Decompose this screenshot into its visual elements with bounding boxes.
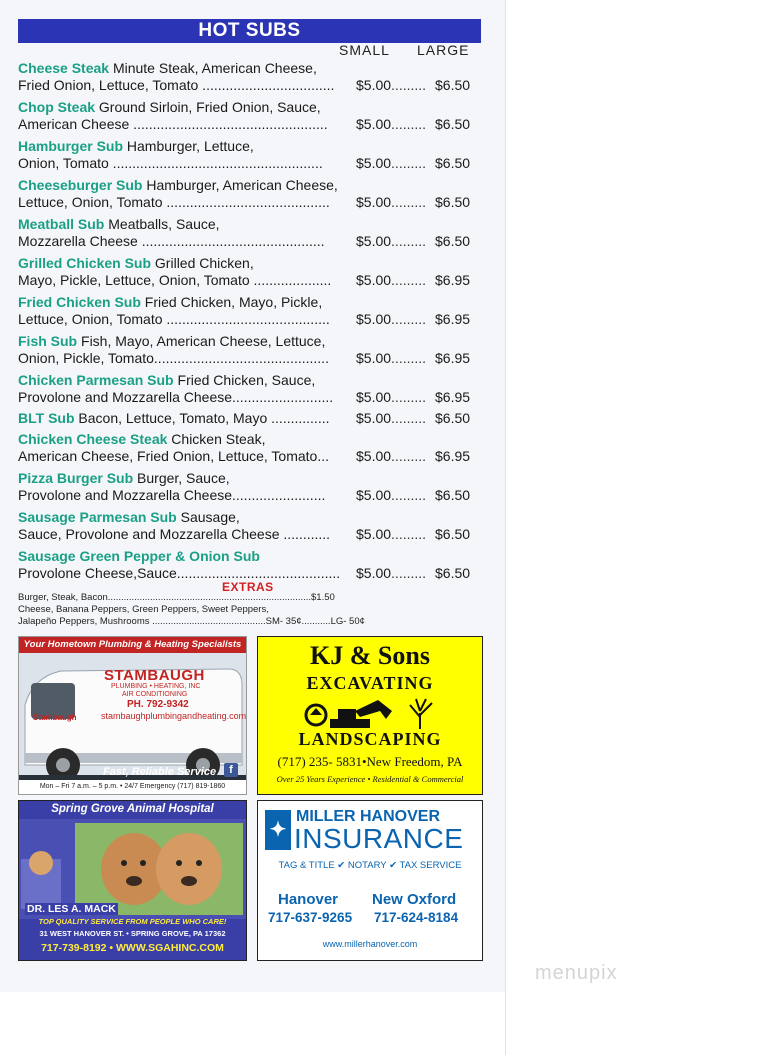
menu-item-title-line bbox=[18, 548, 488, 565]
menu-item-description-cont: Sauce, Provolone and Mozzarella Cheese ............ bbox=[18, 525, 331, 542]
large-price: $6.95 bbox=[435, 271, 471, 288]
small-price: $5.00......... bbox=[356, 76, 427, 93]
menu-item-price-line bbox=[18, 389, 488, 406]
menu-item bbox=[18, 509, 488, 542]
large-size-header: LARGE bbox=[417, 42, 470, 58]
menu-item-description: Grilled Chicken, bbox=[151, 255, 254, 271]
menu-item-description-cont: Provolone Cheese,Sauce.......................................... bbox=[18, 564, 341, 581]
small-price: $5.00......... bbox=[356, 115, 427, 132]
menu-item-title-line bbox=[18, 431, 488, 448]
menu-item-title-line bbox=[18, 333, 488, 350]
miller-city-hanover: Hanover bbox=[278, 891, 339, 908]
menu-item-description-cont: Lettuce, Onion, Tomato .......................................... bbox=[18, 193, 330, 210]
menu-item-price-line bbox=[18, 487, 488, 504]
menu-item-name: Meatball Sub bbox=[18, 216, 105, 232]
menu-item bbox=[18, 548, 488, 581]
miller-services: TAG & TITLE ✔ NOTARY ✔ TAX SERVICE bbox=[278, 860, 462, 871]
spring-grove-ad bbox=[18, 800, 247, 961]
extras-line: Jalapeño Peppers, Mushrooms ...........................................SM- 35¢...........LG- 50¢ bbox=[18, 616, 365, 627]
menu-item-name: Hamburger Sub bbox=[18, 138, 124, 154]
small-price: $5.00......... bbox=[356, 447, 427, 464]
stambaugh-url: stambaughplumbingandheating.com bbox=[101, 711, 247, 721]
small-price: $5.00......... bbox=[356, 310, 427, 327]
menu-item-title-line bbox=[18, 177, 488, 194]
menu-item-name: Fish Sub bbox=[18, 333, 78, 349]
menu-item-description: Sausage, bbox=[176, 509, 240, 525]
small-price: $5.00......... bbox=[356, 154, 427, 171]
kj-landscaping: LANDSCAPING bbox=[298, 729, 442, 749]
menu-item-description-cont: American Cheese, Fried Onion, Lettuce, Tomato... bbox=[18, 447, 330, 464]
large-price: $6.95 bbox=[435, 349, 471, 366]
menu-item-name: Chop Steak bbox=[18, 99, 96, 115]
large-price: $6.50 bbox=[435, 525, 471, 542]
menu-item-description: Hamburger, Lettuce, bbox=[123, 138, 254, 154]
menu-item-description-cont: Mayo, Pickle, Lettuce, Onion, Tomato .................... bbox=[18, 271, 332, 288]
menu-item bbox=[18, 177, 488, 210]
large-price: $6.50 bbox=[435, 486, 471, 503]
small-price: $5.00......... bbox=[356, 410, 427, 426]
menu-item-title-line bbox=[18, 99, 488, 116]
stambaugh-services-ac: AIR CONDITIONING bbox=[122, 691, 188, 698]
extras-line bbox=[18, 592, 335, 603]
extras-veg: Jalapeño Peppers, Mushrooms ........................................... bbox=[18, 616, 266, 627]
large-price: $6.50 bbox=[435, 154, 471, 171]
menu-item bbox=[18, 216, 488, 249]
stambaugh-hours: Mon – Fri 7 a.m. – 5 p.m. • 24/7 Emergency (717) 819-1860 bbox=[19, 780, 246, 794]
menu-item-description: Ground Sirloin, Fried Onion, Sauce, bbox=[95, 99, 321, 115]
large-price: $6.50 bbox=[435, 76, 471, 93]
section-title: HOT SUBS bbox=[18, 19, 481, 43]
menu-item-title-line bbox=[18, 372, 488, 389]
menu-item-price-line bbox=[18, 565, 488, 582]
menu-item-description: Fish, Mayo, American Cheese, Lettuce, bbox=[77, 333, 326, 349]
menu-item-price-line bbox=[18, 155, 488, 172]
large-price: $6.50 bbox=[435, 115, 471, 132]
small-price: $5.00......... bbox=[356, 232, 427, 249]
menu-item-description-cont: Onion, Pickle, Tomato............................................. bbox=[18, 349, 329, 366]
stambaugh-services: PLUMBING • HEATING, INC bbox=[111, 683, 201, 690]
menu-item bbox=[18, 294, 488, 327]
menu-item bbox=[18, 255, 488, 288]
menu-item bbox=[18, 333, 488, 366]
large-price: $6.50 bbox=[435, 410, 471, 426]
small-price: $5.00......... bbox=[356, 388, 427, 405]
menu-item-price-line bbox=[18, 526, 488, 543]
large-price: $6.95 bbox=[435, 388, 471, 405]
menu-item-price-line bbox=[18, 194, 488, 211]
kj-footer: Over 25 Years Experience • Residential & Commercial bbox=[276, 774, 464, 784]
large-price: $6.50 bbox=[435, 564, 471, 581]
menu-item-price-line bbox=[18, 311, 488, 328]
menu-item-name: Fried Chicken Sub bbox=[18, 294, 141, 310]
menu-item bbox=[18, 99, 488, 132]
small-price: $5.00......... bbox=[356, 193, 427, 210]
menu-item-price-line bbox=[18, 448, 488, 465]
stambaugh-ad bbox=[18, 636, 247, 795]
menu-item bbox=[18, 60, 488, 93]
stambaugh-banner: Your Hometown Plumbing & Heating Specialists bbox=[19, 637, 246, 653]
menu-item-price-line bbox=[18, 233, 488, 250]
menu-item-description-cont: Lettuce, Onion, Tomato .......................................... bbox=[18, 310, 330, 327]
extras-large-price: LG- 50¢ bbox=[330, 616, 365, 627]
menu-item-name: Cheese Steak bbox=[18, 60, 110, 76]
menu-item-price-line bbox=[18, 350, 488, 367]
kj-name: KJ & Sons bbox=[310, 641, 430, 670]
menu-item-price-line bbox=[18, 116, 488, 133]
small-price: $5.00......... bbox=[356, 486, 427, 503]
spring-grove-address: 31 WEST HANOVER ST. • SPRING GROVE, PA 17362 bbox=[39, 929, 226, 938]
extras-line: Cheese, Banana Peppers, Green Peppers, Sweet Peppers, bbox=[18, 604, 269, 615]
facebook-icon: f bbox=[224, 763, 238, 777]
spring-grove-tagline: TOP QUALITY SERVICE FROM PEOPLE WHO CARE! bbox=[38, 917, 227, 926]
menu-item-description: Hamburger, American Cheese, bbox=[142, 177, 338, 193]
menu-item-name: Grilled Chicken Sub bbox=[18, 255, 152, 271]
miller-phone-newoxford: 717-624-8184 bbox=[374, 910, 459, 925]
miller-name: MILLER HANOVER bbox=[296, 808, 440, 825]
small-size-header: SMALL bbox=[339, 42, 390, 58]
menu-item-description-cont: Mozzarella Cheese ............................................... bbox=[18, 232, 325, 249]
menu-item-title-line bbox=[18, 216, 488, 233]
menu-item-title-line bbox=[18, 60, 488, 77]
excavator-icon bbox=[300, 697, 440, 731]
menu-item-name: Cheeseburger Sub bbox=[18, 177, 143, 193]
watermark: menupix bbox=[535, 962, 618, 984]
menu-item bbox=[18, 372, 488, 405]
miller-url: www.millerhanover.com bbox=[322, 939, 418, 949]
extras-meats-price: $1.50 bbox=[311, 592, 335, 603]
menu-item-name: Sausage Green Pepper & Onion Sub bbox=[18, 548, 260, 564]
menu-item-title-line bbox=[18, 255, 488, 272]
spring-grove-title: Spring Grove Animal Hospital bbox=[51, 803, 214, 815]
large-price: $6.95 bbox=[435, 447, 471, 464]
large-price: $6.95 bbox=[435, 310, 471, 327]
miller-phone-hanover: 717-637-9265 bbox=[268, 910, 353, 925]
stambaugh-door-logo: Stambaugh bbox=[33, 713, 77, 722]
menu-item-price-line bbox=[18, 77, 488, 94]
menu-item-price-line bbox=[18, 272, 488, 289]
menu-item-title-line bbox=[18, 470, 488, 487]
menu-item-description: Meatballs, Sauce, bbox=[104, 216, 220, 232]
blank-page bbox=[505, 0, 768, 1055]
small-price: $5.00......... bbox=[356, 525, 427, 542]
miller-city-newoxford: New Oxford bbox=[372, 891, 457, 908]
stambaugh-phone: PH. 792-9342 bbox=[127, 699, 189, 710]
menu-item bbox=[18, 410, 488, 427]
menu-item-description: Minute Steak, American Cheese, bbox=[109, 60, 317, 76]
menu-item-description-cont: American Cheese .................................................. bbox=[18, 115, 328, 132]
menu-item-name: Pizza Burger Sub bbox=[18, 470, 134, 486]
small-price: $5.00......... bbox=[356, 271, 427, 288]
spring-grove-contact: 717-739-8192 • WWW.SGAHINC.COM bbox=[41, 942, 224, 954]
small-price: $5.00......... bbox=[356, 564, 427, 581]
miller-insurance: INSURANCE bbox=[294, 823, 464, 854]
menu-item bbox=[18, 470, 488, 503]
menu-item-title-line bbox=[18, 509, 488, 526]
kj-sons-ad bbox=[257, 636, 483, 795]
kj-phone: (717) 235- 5831•New Freedom, PA bbox=[277, 754, 463, 769]
doctor-name: DR. LES A. MACK bbox=[27, 903, 116, 915]
menu-item-title-line bbox=[18, 410, 488, 427]
extras-title: EXTRAS bbox=[222, 580, 274, 594]
kj-excavating: EXCAVATING bbox=[306, 673, 434, 693]
menu-item-name: BLT Sub bbox=[18, 410, 75, 426]
menu-item-description: Fried Chicken, Mayo, Pickle, bbox=[140, 294, 323, 310]
miller-hanover-ad bbox=[257, 800, 483, 961]
large-price: $6.50 bbox=[435, 232, 471, 249]
menu-item-name: Sausage Parmesan Sub bbox=[18, 509, 177, 525]
menu-item-name: Chicken Parmesan Sub bbox=[18, 372, 174, 388]
extras-small-price: SM- 35¢ bbox=[265, 616, 302, 627]
menu-item-title-line bbox=[18, 138, 488, 155]
stambaugh-name: STAMBAUGH bbox=[104, 667, 205, 684]
menu-item-description: Fried Chicken, Sauce, bbox=[173, 372, 316, 388]
menu-item-name: Chicken Cheese Steak bbox=[18, 431, 168, 447]
menu-item-description: Burger, Sauce, bbox=[133, 470, 230, 486]
menu-item bbox=[18, 431, 488, 464]
large-price: $6.50 bbox=[435, 193, 471, 210]
menu-item-description-cont: Provolone and Mozzarella Cheese.......................... bbox=[18, 388, 334, 405]
menu-item-description: Chicken Steak, bbox=[167, 431, 266, 447]
menu-item-description: Bacon, Lettuce, Tomato, Mayo ............... bbox=[74, 410, 330, 426]
miller-logo-icon: ✦ bbox=[265, 810, 291, 850]
menu-item-description-cont: Provolone and Mozzarella Cheese........................ bbox=[18, 486, 326, 503]
menu-item-title-line bbox=[18, 294, 488, 311]
menu-item-description-cont: Fried Onion, Lettuce, Tomato .................................. bbox=[18, 76, 335, 93]
small-price: $5.00......... bbox=[356, 349, 427, 366]
menu-item bbox=[18, 138, 488, 171]
extras-meats: Burger, Steak, Bacon............................................................................. bbox=[18, 592, 312, 603]
stambaugh-tagline: Fast, Reliable Service bbox=[103, 766, 217, 778]
menu-item-description-cont: Onion, Tomato ...................................................... bbox=[18, 154, 323, 171]
